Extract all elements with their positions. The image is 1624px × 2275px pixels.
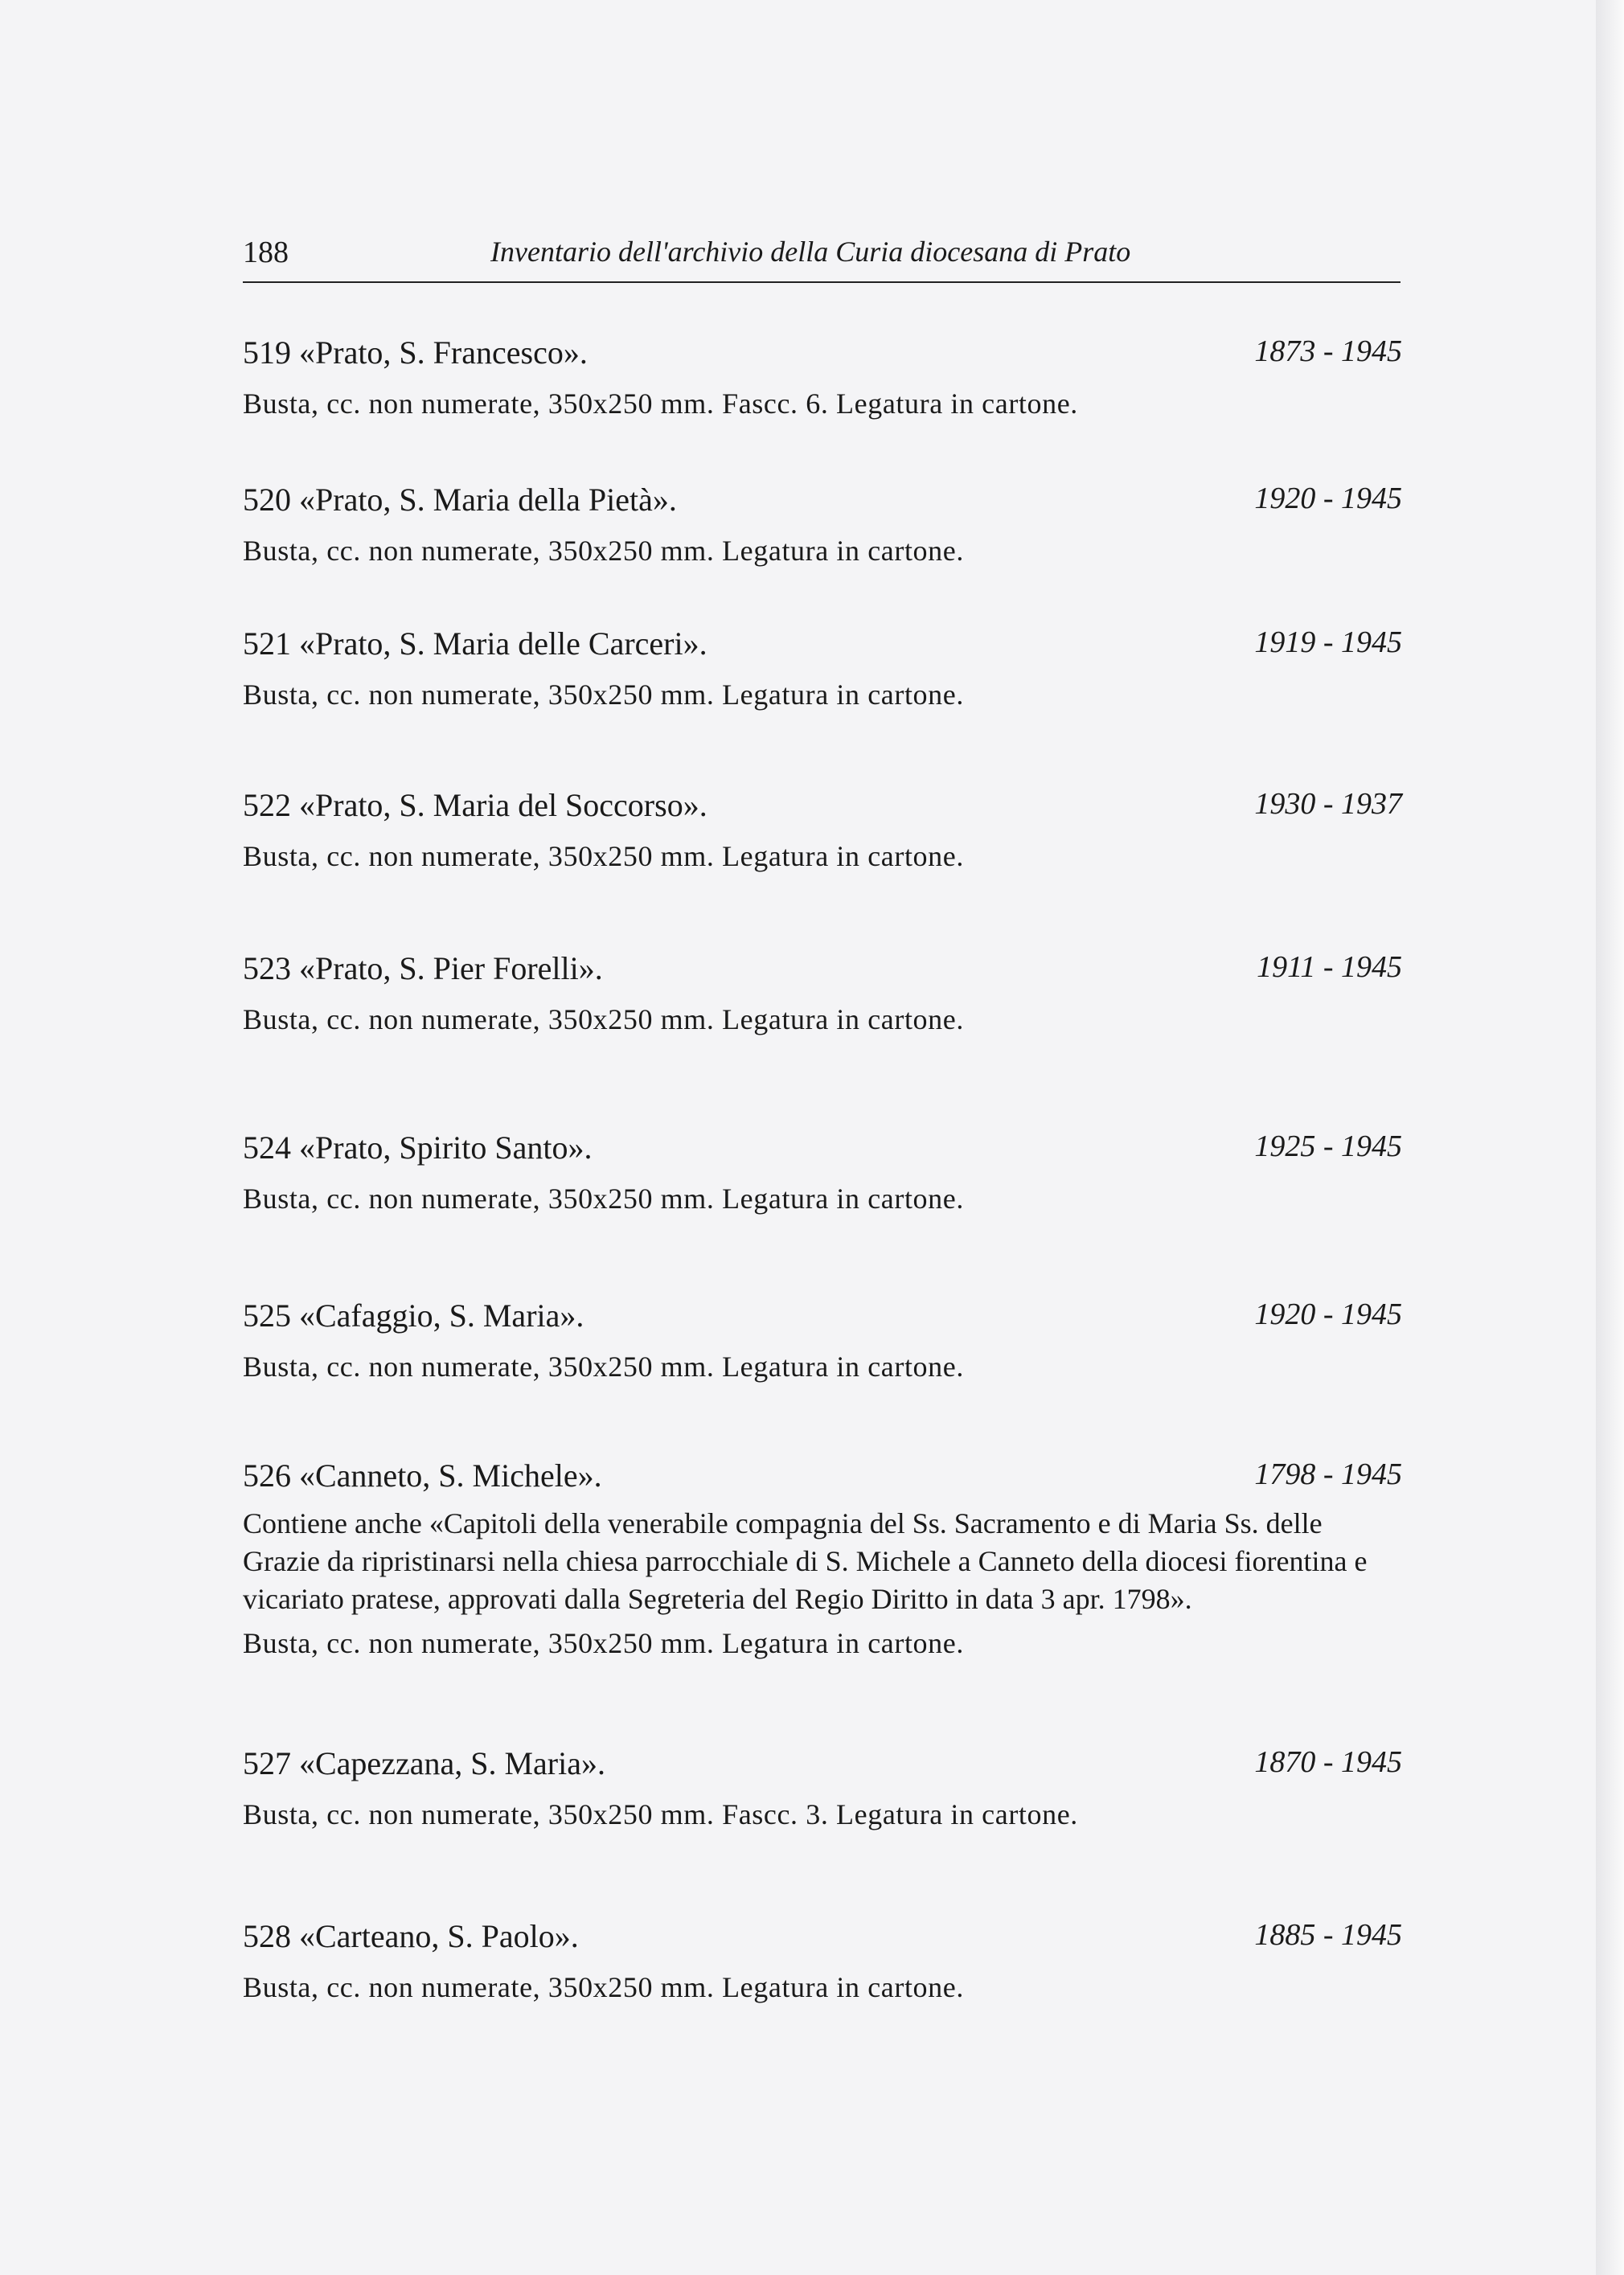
entry-header (243, 786, 1402, 831)
entry-note: Contiene anche «Capitoli della venerabile compagnia del Ss. Sacramento e di Maria Ss. delle Grazie da ripristinarsi nella chiesa parrocchiale di S. Michele a Canneto della diocesi fiorentina e vicariato pratese, approvati dalla Segreteria del Regio Diritto in data 3 apr. 1798». (243, 1507, 1368, 1615)
entry-title: 521 «Prato, S. Maria delle Carceri». (243, 625, 707, 662)
entry-header (243, 1457, 1402, 1502)
entry-header (243, 1917, 1402, 1962)
inventory-entry (243, 625, 1402, 714)
entry-title: 528 «Carteano, S. Paolo». (243, 1918, 579, 1954)
entry-description: Busta, cc. non numerate, 350x250 mm. Legatura in cartone. (243, 535, 964, 567)
inventory-entry (243, 1129, 1402, 1218)
inventory-entries (243, 334, 1402, 2007)
entry-description: Busta, cc. non numerate, 350x250 mm. Fascc. 3. Legatura in cartone. (243, 1798, 1078, 1830)
entry-dates: 1919 - 1945 (1254, 625, 1402, 659)
entry-dates: 1885 - 1945 (1254, 1918, 1402, 1952)
running-title: Inventario dell'archivio della Curia diocesana di Prato (490, 236, 1131, 268)
entry-title: 520 «Prato, S. Maria della Pietà». (243, 482, 677, 518)
entry-header (243, 481, 1402, 526)
inventory-entry (243, 334, 1402, 423)
entry-description: Busta, cc. non numerate, 350x250 mm. Legatura in cartone. (243, 1351, 964, 1383)
page-edge (1596, 0, 1624, 2275)
page-header (243, 233, 1400, 283)
entry-dates: 1798 - 1945 (1254, 1457, 1402, 1491)
entry-title: 526 «Canneto, S. Michele». (243, 1457, 602, 1494)
entry-header (243, 334, 1402, 379)
entry-description: Busta, cc. non numerate, 350x250 mm. Legatura in cartone. (243, 1003, 964, 1035)
entry-dates: 1920 - 1945 (1254, 482, 1402, 515)
entry-description: Busta, cc. non numerate, 350x250 mm. Legatura in cartone. (243, 1183, 964, 1215)
inventory-entry (243, 481, 1402, 570)
inventory-entry (243, 1297, 1402, 1386)
entry-dates: 1873 - 1945 (1254, 334, 1402, 368)
inventory-entry (243, 786, 1402, 875)
entry-title: 523 «Prato, S. Pier Forelli». (243, 950, 603, 986)
entry-dates: 1911 - 1945 (1257, 950, 1402, 984)
entry-header (243, 1129, 1402, 1174)
entry-dates: 1920 - 1945 (1254, 1297, 1402, 1331)
entry-title: 519 «Prato, S. Francesco». (243, 334, 588, 371)
inventory-entry (243, 1917, 1402, 2007)
entry-dates: 1870 - 1945 (1254, 1745, 1402, 1779)
entry-header (243, 949, 1402, 994)
page-number: 188 (243, 236, 289, 269)
entry-description: Busta, cc. non numerate, 350x250 mm. Legatura in cartone. (243, 678, 964, 711)
entry-header (243, 625, 1402, 670)
entry-dates: 1925 - 1945 (1254, 1129, 1402, 1163)
entry-description: Busta, cc. non numerate, 350x250 mm. Legatura in cartone. (243, 840, 964, 872)
entry-title: 527 «Capezzana, S. Maria». (243, 1745, 605, 1781)
entry-header (243, 1297, 1402, 1342)
entry-dates: 1930 - 1937 (1254, 787, 1402, 821)
inventory-entry (243, 1457, 1402, 1662)
entry-header (243, 1744, 1402, 1789)
entry-title: 522 «Prato, S. Maria del Soccorso». (243, 787, 707, 823)
inventory-entry (243, 1744, 1402, 1834)
entry-title: 524 «Prato, Spirito Santo». (243, 1129, 593, 1166)
entry-description: Busta, cc. non numerate, 350x250 mm. Fascc. 6. Legatura in cartone. (243, 387, 1078, 420)
entry-description: Busta, cc. non numerate, 350x250 mm. Legatura in cartone. (243, 1627, 964, 1659)
inventory-entry (243, 949, 1402, 1039)
entry-description: Busta, cc. non numerate, 350x250 mm. Legatura in cartone. (243, 1971, 964, 2003)
entry-title: 525 «Cafaggio, S. Maria». (243, 1297, 584, 1334)
